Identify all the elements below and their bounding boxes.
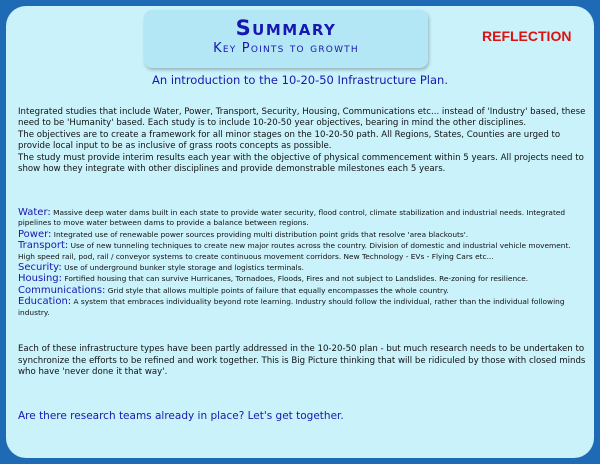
- item-text: Massive deep water dams built in each state to provide water security, flood control, climate stabilization and industrial needs. Integrated pipelines to move water between dams to provide a balance between regions.: [18, 208, 566, 228]
- item-text: Integrated use of renewable power sources providing multi distribution point grids that resolve 'area blackouts'.: [51, 229, 469, 239]
- list-item-communications: [18, 286, 586, 296]
- list-item-power: [18, 230, 586, 240]
- item-label: Housing:: [18, 273, 63, 285]
- page-subtitle: Key Points to growth: [213, 41, 359, 56]
- content-panel: [6, 6, 594, 458]
- title-box: [144, 10, 428, 68]
- list-item-transport: [18, 241, 586, 262]
- item-label: Power:: [18, 228, 52, 240]
- item-text: Use of new tunneling techniques to create new major routes across the country. Division of domestic and industrial vehicle movement. High speed rail, pod, rail / conveyor systems to create continuous movement corridors. New Technology - EVs - Flying Cars etc...: [18, 241, 571, 261]
- item-label: Water:: [18, 207, 51, 218]
- intro-heading: An introduction to the 10-20-50 Infrastructure Plan.: [152, 73, 448, 87]
- overview-line: The objectives are to create a framework for all minor stages on the 10-20-50 path. All Regions, States, Counties are urged to provide local input to be as inclusive of grass roots concepts as possible.: [18, 129, 561, 152]
- item-text: A system that embraces individuality beyond rote learning. Industry should follow the individual, rather than the individual following industry.: [18, 297, 565, 317]
- item-label: Security:: [18, 262, 62, 274]
- overview-line: The study must provide interim results each year with the objective of physical commencement within 5 years. All projects need to show how they integrate with other disciplines and provide demonstrable milestones each 5 years.: [18, 152, 584, 175]
- item-label: Communications:: [18, 284, 106, 296]
- item-text: Grid style that allows multiple points of failure that equally encompasses the whole country.: [105, 285, 449, 295]
- item-text: Use of underground bunker style storage and logistics terminals.: [61, 263, 304, 273]
- item-label: Transport:: [18, 240, 69, 252]
- closing-paragraph: Each of these infrastructure types have been partly addressed in the 10-20-50 plan - but much research needs to be undertaken to synchronize the efforts to be refined and work together. This is Big Picture thinking that will be ridiculed by those with closed minds who have 'never done it that way'.: [18, 344, 586, 378]
- infrastructure-list: [18, 208, 586, 319]
- call-to-action: Are there research teams already in place? Let's get together.: [18, 410, 344, 422]
- list-item-security: [18, 263, 586, 273]
- overview-paragraph: [18, 107, 586, 175]
- item-label: Education:: [18, 296, 72, 308]
- list-item-education: [18, 297, 586, 318]
- overview-line: Integrated studies that include Water, Power, Transport, Security, Housing, Communications etc... instead of 'Industry' based, these need to be 'Humanity' based. Each study is to include 10-20-50 year objectives, bearing in mind the other disciplines.: [18, 107, 586, 129]
- reflection-badge: REFLECTION: [482, 28, 572, 44]
- list-item-housing: [18, 274, 586, 284]
- page-title: Summary: [235, 16, 337, 40]
- list-item-water: [18, 208, 586, 229]
- item-text: Fortified housing that can survive Hurricanes, Tornadoes, Floods, Fires and not subject to Landslides. Re-zoning for resilience.: [62, 274, 529, 284]
